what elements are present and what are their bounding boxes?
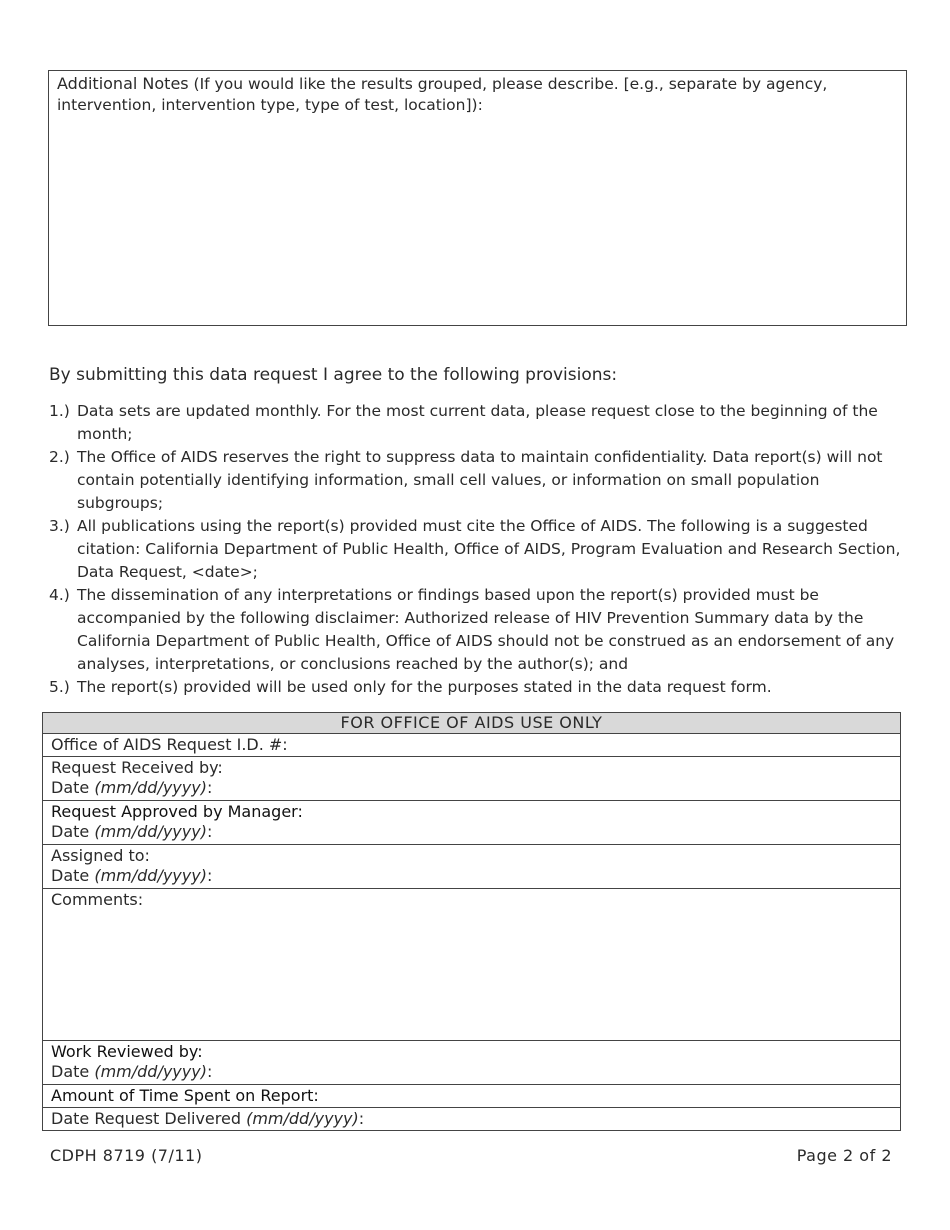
request-id-field[interactable] <box>43 734 901 757</box>
approved-by-label: Request Approved by Manager: <box>51 802 303 821</box>
provision-item <box>49 515 909 584</box>
provision-text: The report(s) provided will be used only for the purposes stated in the data request form. <box>77 678 772 696</box>
provision-number: 2.) <box>49 448 70 466</box>
comments-field[interactable] <box>43 889 901 1041</box>
reviewed-date-label: Date (mm/dd/yyyy): <box>51 1062 213 1081</box>
received-date-label: Date (mm/dd/yyyy): <box>51 778 213 797</box>
time-spent-field[interactable] <box>43 1085 901 1108</box>
provision-item <box>49 400 909 446</box>
approved-by-field[interactable] <box>43 801 901 845</box>
provision-text: Data sets are updated monthly. For the most current data, please request close to the beginning of the month; <box>77 402 878 443</box>
provision-text: The dissemination of any interpretations or findings based upon the report(s) provided must be accompanied by the following disclaimer: Authorized release of HIV Prevention Summary data by the California Department of Public Health, Office of AIDS should not be construed as an endorsement of any analyses, interpretations, or conclusions reached by the author(s); and <box>77 586 895 673</box>
provision-item <box>49 676 909 699</box>
received-by-label: Request Received by: <box>51 758 223 777</box>
provision-item <box>49 584 909 676</box>
reviewed-by-field[interactable] <box>43 1041 901 1085</box>
approved-date-label: Date (mm/dd/yyyy): <box>51 822 213 841</box>
received-by-field[interactable] <box>43 757 901 801</box>
request-id-label: Office of AIDS Request I.D. #: <box>51 735 288 754</box>
additional-notes-instructions: (If you would like the results grouped, please describe. [e.g., separate by agency, intervention, intervention type, type of test, location]): <box>57 75 828 114</box>
office-use-table <box>42 712 901 1131</box>
additional-notes-box[interactable] <box>48 70 907 326</box>
provision-text: All publications using the report(s) provided must cite the Office of AIDS. The following is a suggested citation: California Department of Public Health, Office of AIDS, Program Evaluation and Research Section, Data Request, <date>; <box>77 517 901 581</box>
provision-number: 1.) <box>49 402 70 420</box>
provisions-list <box>49 400 909 699</box>
provision-number: 3.) <box>49 517 70 535</box>
time-spent-label: Amount of Time Spent on Report: <box>51 1086 319 1105</box>
delivered-date-label: Date Request Delivered (mm/dd/yyyy): <box>51 1109 365 1128</box>
provision-item <box>49 446 909 515</box>
reviewed-by-label: Work Reviewed by: <box>51 1042 203 1061</box>
provision-number: 4.) <box>49 586 70 604</box>
comments-label: Comments: <box>51 890 144 909</box>
provisions-intro: By submitting this data request I agree to the following provisions: <box>49 365 618 385</box>
delivered-date-field[interactable] <box>43 1108 901 1131</box>
office-use-header: FOR OFFICE OF AIDS USE ONLY <box>43 713 901 734</box>
provision-number: 5.) <box>49 678 70 696</box>
additional-notes-label: Additional Notes <box>57 74 189 93</box>
assigned-to-field[interactable] <box>43 845 901 889</box>
page-number: Page 2 of 2 <box>796 1146 892 1165</box>
assigned-to-label: Assigned to: <box>51 846 150 865</box>
provision-text: The Office of AIDS reserves the right to suppress data to maintain confidentiality. Data report(s) will not contain potentially identifying information, small cell values, or information on small population subgroups; <box>77 448 883 512</box>
assigned-date-label: Date (mm/dd/yyyy): <box>51 866 213 885</box>
form-id: CDPH 8719 (7/11) <box>50 1146 203 1165</box>
